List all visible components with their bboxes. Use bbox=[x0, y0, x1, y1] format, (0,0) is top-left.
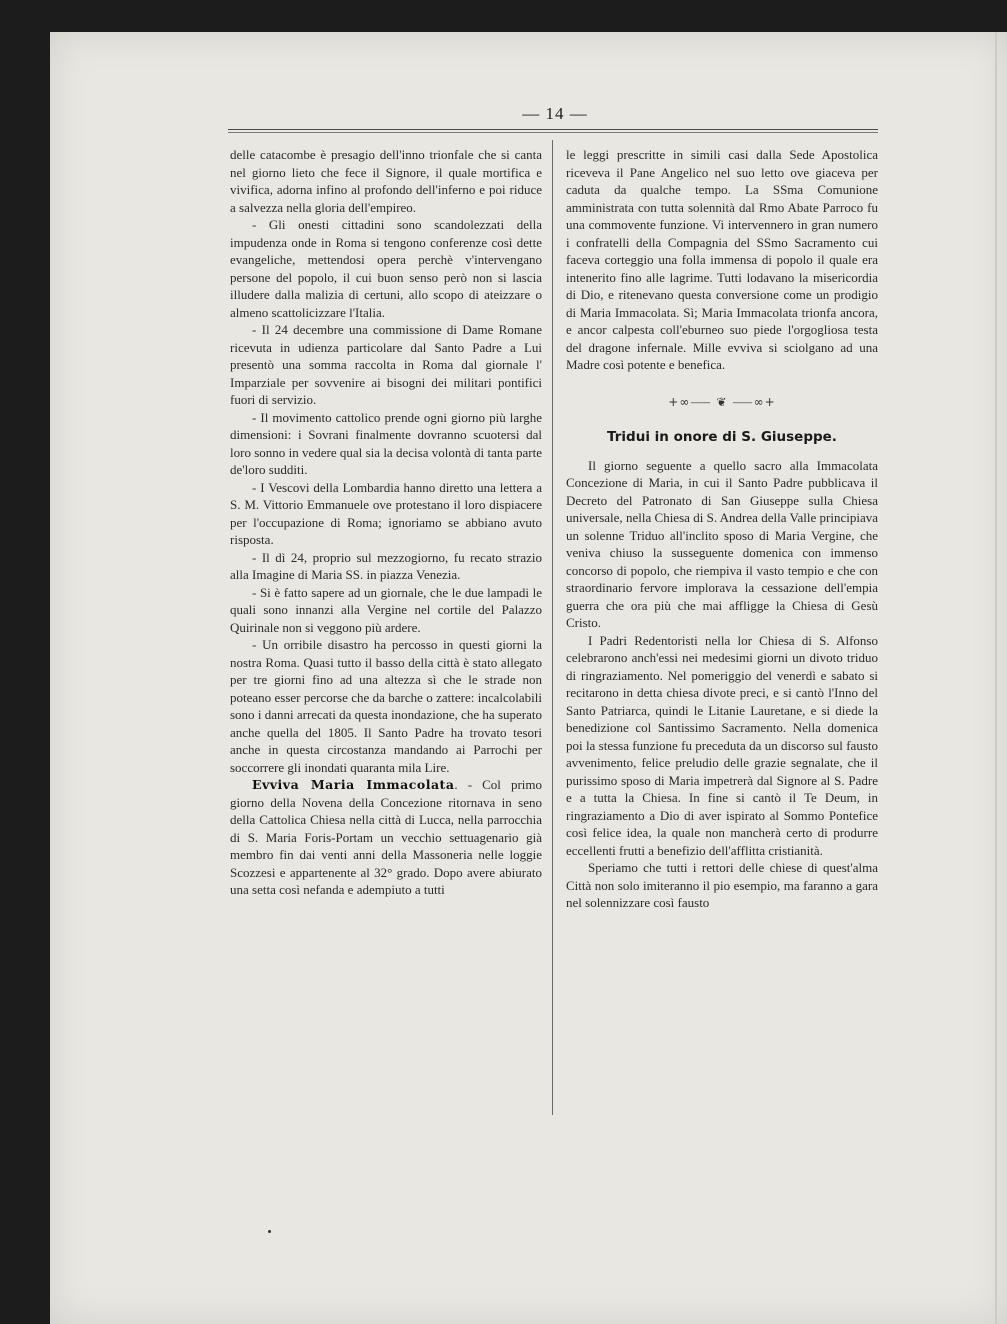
evviva-paragraph bbox=[230, 776, 542, 899]
news-item: - Gli onesti cittadini sono scandolezzati della impudenza onde in Roma si tengono conferenze così dette evangeliche, mettendosi opera perchè v'intervengano persone del popolo, il cui buon senso però non si lascia illudere dalla malizia di certuni, allo scopo di ateizzare o almeno scattolicizzare l'Italia. bbox=[230, 217, 542, 320]
ink-speck bbox=[268, 1230, 271, 1233]
news-item: - Il 24 decembre una commissione di Dame Romane ricevuta in udienza particolare dal Santo Padre a Lui presentò una somma raccolta in Roma dal giornale l' Imparziale per sovvenire ai bisogni dei militari pontifici fuori di servizio. bbox=[230, 322, 542, 407]
news-item: - Un orribile disastro ha percosso in questi giorni la nostra Roma. Quasi tutto il basso della città è stato allegato per tre giorni fino ad una altezza sì che le strade non poteano esser percorse che da barche o zattere: incalcolabili sono i danni arrecati da questa inondazione, che ha superato anche quella del 1805. Il Santo Padre ha trovato tesori anche in questa circostanza mandando ai Parrochi per soccorrere gli inondati quaranta mila Lire. bbox=[230, 637, 542, 775]
section-title: Tridui in onore di S. Giuseppe. bbox=[607, 429, 837, 445]
evviva-heading: Evviva Maria Immacolata bbox=[252, 777, 455, 792]
right-column bbox=[566, 146, 878, 912]
news-item: - I Vescovi della Lombardia hanno diretto una lettera a S. M. Vittorio Emmanuele ove protestano il loro dispiacere per l'occupazione di Roma; ignoriamo se abbiano avuto risposta. bbox=[230, 479, 542, 547]
paragraph: delle catacombe è presagio dell'inno trionfale che si canta nel giorno lieto che fece il Signore, il quale mortifica e vivifica, adorna infino al profondo dell'inferno e poi riduce a salvezza nella gloria dell'empireo. bbox=[230, 147, 542, 215]
paragraph: I Padri Redentoristi nella lor Chiesa di S. Alfonso celebrarono anch'essi nei medesimi giorni un divoto triduo di ringraziamento. Nel pomeriggio del venerdì e sabato si recitarono in detta chiesa divote preci, e si cantò l'Inno del Santo Patriarca, quindi le Litanie Lauretane, e si diede la benedizione col Santissimo Sacramento. Nella domenica poi la stessa funzione fu preceduta da un discorso sul fausto avvenimento, felice preludio delle grazie segnalate, che il purissimo sposo di Maria impetrerà dal Signore al S. Padre e a tutta la Chiesa. In fine si cantò il Te Deum, in ringraziamento a Dio di aver ispirato al Sommo Pontefice così felice idea, la quale non mancherà certo di produrre eccellenti frutti a benefizio dell'afflitta cristianità. bbox=[566, 632, 878, 858]
left-column bbox=[230, 146, 542, 899]
paragraph: Speriamo che tutti i rettori delle chiese di quest'alma Città non solo imiteranno il pio esempio, ma faranno a gara nel solennizzare così fausto bbox=[566, 860, 878, 910]
paragraph: Il giorno seguente a quello sacro alla Immacolata Concezione di Maria, in cui il Santo Padre pubblicava il Decreto del Patronato di San Giuseppe sulla Chiesa universale, nella Chiesa di S. Andrea della Valle principiava un solenne Triduo all'inclito sposo di Maria Vergine, che veniva chiuso la susseguente domenica con immenso concorso di popolo, che riempiva il vasto tempio e che con straordinario fervore implorava la cessazione dell'empia guerra che ora più che mai affligge la Chiesa di Gesù Cristo. bbox=[566, 457, 878, 630]
header-rule-thin bbox=[228, 132, 878, 133]
column-divider bbox=[552, 140, 553, 1115]
page-header bbox=[235, 102, 875, 130]
page-number: — 14 — bbox=[522, 104, 588, 123]
evviva-text: . - Col primo giorno della Novena della Concezione ritornava in seno della Cattolica Chiesa nella città di Lucca, nella parrocchia di S. Maria Foris-Portam un vecchio settuagenario già membro fin dai venti anni della Massoneria nelle loggie Scozzesi e appartenente al 32° grado. Dopo avere abiurato una setta così nefanda e adempiuto a tutti bbox=[230, 777, 542, 897]
news-item: - Il dì 24, proprio sul mezzogiorno, fu recato strazio alla Imagine di Maria SS. in piazza Venezia. bbox=[230, 549, 542, 582]
ornament-divider: +∞⸺ ❦ ⸺∞+ bbox=[668, 394, 776, 409]
news-item: - Si è fatto sapere ad un giornale, che le due lampadi le quali sono innanzi alla Vergine nel cortile del Palazzo Quirinale non si veggono più ardere. bbox=[230, 584, 542, 635]
page-edge bbox=[995, 32, 997, 1324]
header-rule bbox=[228, 129, 878, 130]
continuation-paragraph: le leggi prescritte in simili casi dalla Sede Apostolica riceveva il Pane Angelico nel suo letto ove giaceva per caduta da qualche tempo. La SSma Comunione amministrata con tutta solennità dal Rmo Abate Parroco fu una commovente funzione. Vi intervennero in gran numero i confratelli della Compagnia del SSmo Sacramento cui faceva corteggio una folla immensa di popolo il quale era intenerito fino alle lagrime. Tutti lodavano la misericordia di Dio, e ritenevano questa conversione come un prodigio di Maria Immacolata. Sì; Maria Immacolata trionfa ancora, e ancor calpesta coll'eburneo suo piede l'orgogliosa testa del dragone infernale. Mille evviva si sciolgano ad una Madre così potente e benefica. bbox=[566, 147, 878, 372]
news-item: - Il movimento cattolico prende ogni giorno più larghe dimensioni: i Sovrani finalmente dovranno scuotersi dal loro sonno in vedere qual sia la decisa volontà di tanta parte de'loro sudditi. bbox=[230, 409, 542, 477]
